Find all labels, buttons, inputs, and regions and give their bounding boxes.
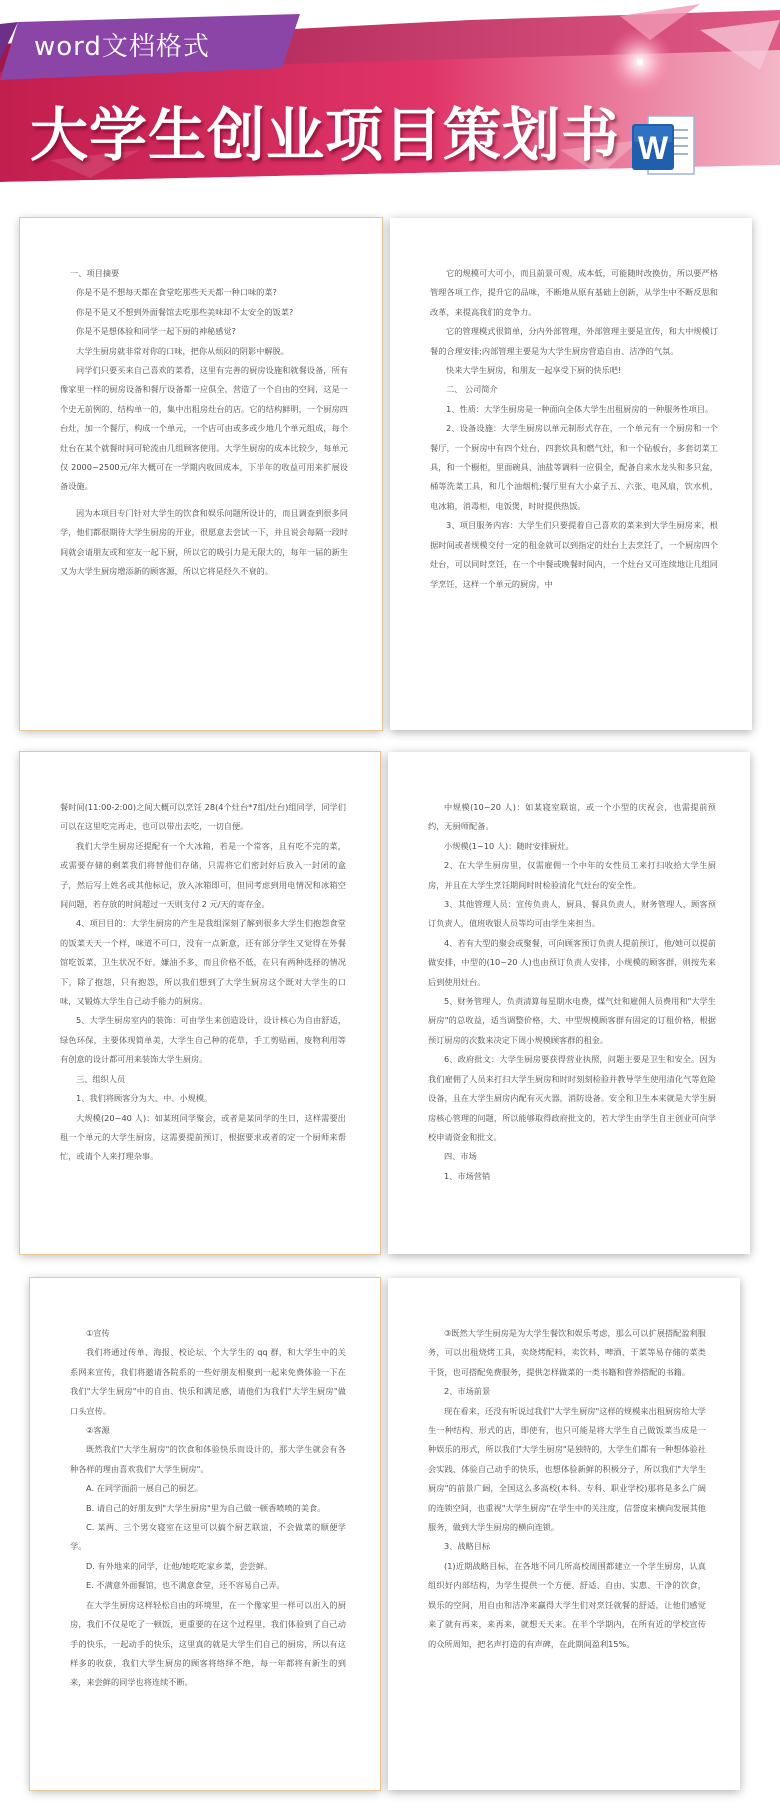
list-item: A. 在同学面前一展自己的厨艺。 [86, 1483, 204, 1494]
paragraph: 在大学生厨房这样轻松自由的环境里，在一个像家里一样可以出入的厨房，我们不仅是吃了一顿饭，更重要的在这个过程里，我们体验到了自己动手的快乐，一起动手的快乐，这里真的就是大学生们自己的厨房，所以有这样多的收获，我们大学生厨房的顾客将络绎不绝，每一年都将有新生的到来，来尝鲜的同学也将连续不断。 [70, 1599, 346, 1688]
banner [0, 0, 780, 200]
paragraph: 我们将通过传单、海报、校论坛、个大学生的 qq 群，和大学生中的关系网来宣传，我们将邀请各院系的一些好朋友相聚到一起来免费体验一下在我们"大学生厨房"中的自由、快乐和满足感，请他们为我们"大学生厨房"做口头宣传。 [70, 1347, 346, 1416]
section-heading: 四、市场 [444, 1151, 477, 1162]
paragraph: 我们大学生厨房还提配有一个大冰箱，若是一个常客，且有吃不完的菜，或需要存储的剩菜我们将替他们存储，只需将它们密封好后放入一封闭的盒子，然后写上姓名或其他标记，放入冰箱即可，但同考虑到用电情况和冰箱空间问题，若存放的时间超过一天则支付 2 元/天的寄存金。 [60, 840, 346, 910]
paragraph: 它的管理模式很简单，分内外部管理，外部管理主要是宣传，和大中规模订餐的合理安排;内部管理主要是为大学生厨房营造自由、洁净的气氛。 [430, 326, 718, 356]
paragraph: (1)近期战略目标，在各地不同几所高校周围都建立一个学生厨房，认真组织好内部结构，为学生提供一个方便、舒适、自由、实惠、干净的饮食，娱乐的空间，用自由和洁净来赢得大学生们对烹饪就餐的舒适，让他们感觉来了就有再来，来再来，就想天天来。在半个学期内，在所有近的学校宣传的众所周知，把名声打造的有声碑，在此期间盈利15%。 [428, 1560, 706, 1649]
paragraph: 2、设备设施：大学生厨房以单元制形式存在，一个单元有一个厨房和一个餐厅，一个厨房中有四个灶台，四套炊具和燃气灶，和一个砧板台，多套切菜工具，和一个橱柜，里面碗具、油盐等调料一应俱全，配备自来水龙头和多只盆，桶等洗菜工具，和几个油烟机;餐厅里有大小桌子五、六张，电风扇，饮水机，电冰箱，消毒柜，电饭煲，时时提供热饭。 [430, 423, 718, 511]
paragraph: 6、政府批文：大学生厨房要获得营业执照，问题主要是卫生和安全。因为我们雇佣了人员来打扫大学生厨房和时时刻刻检验并教导学生使用清化气等危险设备，且在大学生厨房内配有灭火器，消防设备。安全和卫生本来就是大学生厨房核心管理的问题，所以能够取得政府批文的，若大学生由学生自主创业可向学校申请资金和批文。 [428, 1054, 716, 1142]
paragraph: 4、若有大型的聚会或聚餐，可向顾客预订负责人提前预订，他/她可以提前做安排，中型的(10~20 人)也由预订负责人安排，小规模的顾客群，则按先来后到使用灶台。 [428, 937, 716, 987]
paragraph: 5、大学生厨房室内的装饰：可由学生来创造设计，设计核心为自由舒适，绿色环保，主要体现简单美，大学生自己种的花草，手工剪贴画，废物利用等有创意的设计都可用来装饰大学生厨房。 [60, 1015, 346, 1065]
paragraph: ③既然大学生厨房是为大学生餐饮和娱乐考虑，那么可以扩展搭配盈利服务，可以出租烧烤工具，卖烧烤配料，卖饮料、啤酒、干菜等易存储的菜类干货，也可搭配免费服务，提供怎样做菜的一类书籍和营养搭配的书籍。 [428, 1328, 706, 1377]
word-document-icon [628, 110, 700, 182]
paragraph: 大学生厨房就非常对你的口味，把你从烦闷的阴影中解脱。 [76, 345, 289, 356]
subsection-heading: 2、市场前景 [444, 1386, 491, 1397]
subsection-heading: 1、市场营销 [444, 1170, 491, 1181]
paragraph: 1、我们将顾客分为大、中、小规模。 [76, 1093, 213, 1104]
paragraph: 你是不是又不想到外面餐馆去吃那些美味却不太安全的饭菜? [76, 306, 294, 317]
paragraph: 你是不是不想每天都在食堂吃那些天天都一种口味的菜? [76, 287, 277, 298]
paragraph: 中规模(10~20 人)：如某寝室联谊，或一个小型的庆祝会，也需提前预约，无厨师配备。 [428, 802, 716, 832]
page-title: 大学生创业项目策划书 [30, 101, 621, 169]
list-item: B. 请自己的好朋友到"大学生厨房"里为自己做一顿香喷喷的美食。 [86, 1502, 326, 1513]
paragraph: 你是不是想体验和同学一起下厨的神秘感觉? [76, 326, 236, 337]
subsection-heading: 3、战略目标 [444, 1541, 491, 1552]
paragraph: 3、项目服务内容：大学生们只要提着自己喜欢的菜来到大学生厨房来，根据时间或者规模交付一定的租金就可以到指定的灶台上去烹饪了，一个厨房四个灶台，可以同时烹饪，在一个中餐或晚餐时间内，一个灶台又可连续地让几组同学烹饪，这样一个单元的厨房，中 [430, 520, 718, 589]
section-heading: 一、项目摘要 [70, 268, 120, 278]
paragraph: 3、其他管理人员：宣传负责人，厨具、餐具负责人，财务管理人，顾客预订负责人，值班收银人员等均可由学生来担当。 [428, 899, 716, 929]
document-page-5 [30, 1278, 380, 1790]
paragraph: 既然我们"大学生厨房"的饮食和体验快乐而设计的，那大学生就会有各种各样的理由喜欢我们"大学生厨房"。 [70, 1444, 346, 1474]
paragraph: 快来大学生厨房，和朋友一起享受下厨的快乐吧! [446, 365, 622, 376]
document-page-2 [390, 218, 752, 730]
subsection-heading: ②客源 [86, 1425, 110, 1436]
paragraph: 小规模(1~10 人)：随时安排厨灶。 [444, 840, 574, 851]
list-item: C. 某两、三个男女寝室在这里可以搞个厨艺联谊，不会做菜的顺便学学。 [70, 1522, 346, 1552]
paragraph: 4、项目目的：大学生厨房的产生是我组深刻了解到很多大学生们抱怨食堂的饭菜天天一个样，味道不可口，没有一点新意，还有部分学生又觉得在外餐馆吃饭菜，卫生状况不好，嫌油不多，而且价格不低，在只有两种选择的情况下，除了抱怨，只有抱怨，所以我们想到了大学生厨房这个既对大学生的口味，又锻炼大学生自己动手能力的厨房。 [60, 918, 346, 1007]
paragraph: 1、性质：大学生厨房是一种面向全体大学生出租厨房的一种服务性项目。 [446, 403, 714, 414]
section-heading: 三、组织人员 [76, 1073, 126, 1084]
subsection-heading: ①宣传 [86, 1328, 110, 1338]
paragraph: 同学们只要买来自己喜欢的菜肴，这里有完善的厨房设施和就餐设备，所有像家里一样的厨房设备和餐厅设备都一应俱全，营造了一个自由的空间，这是一个史无前例的、结构单一的，集中出租房灶台的店。它的结构鲜明，一个厨房四台灶，加一个餐厅，构成一个单元，一个店可由或多或少地几个单元组成，每个灶台在某个就餐时间可轮流由几组顾客使用。大学生厨房的成本比较少，每单元仅 2000~2500元/年大概可在一学期内收回成本，下半年的收益可用来扩展设备设施。 [60, 365, 348, 492]
section-heading: 二、 公司简介 [446, 384, 498, 395]
word-icon-letter: W [637, 130, 669, 166]
paragraph: 现在看来，还没有听说过我们"大学生厨房"这样的规模来出租厨房给大学生一种结构、形式的店，即使有，也只可能是将大学生自己做饭菜当成是一种娱乐的形式，所以我们"大学生厨房"是独特的，大学生们都有一种想体验社会实践、体验自己动手的快乐，也想体验新鲜的积极分子，所以我们"大学生厨房"的前景广阔，全国这么多高校(本科、专科、职业学校)那将是多么广阔的连锁空间，也重视"大学生厨房"在学生中的关注度，信誉度来横向发展其他服务，做到大学生厨房的横向连锁。 [428, 1405, 706, 1533]
document-page-6 [388, 1278, 740, 1790]
banner-tag: word文档格式 [34, 32, 210, 62]
document-page-3 [20, 752, 380, 1254]
paragraph: 餐时间(11:00-2:00)之间大概可以烹饪 28(4个灶台*7组/灶台)组同学，同学们可以在这里吃完再走，也可以带出去吃，一切自便。 [60, 802, 346, 832]
list-item: D. 有外地来的同学，让他/她吃吃家乡菜，尝尝鲜。 [86, 1560, 273, 1571]
paragraph: 因为本项目专门针对大学生的饮食和娱乐问题所设计的，而且调查到很多同学，他们都很期待大学生厨房的开业，很愿意去尝试一下，并且说会每隔一段时间就会请朋友或和室友一起下厨，所以它的吸引力是无限大的，每年一届的新生又为大学生厨房增添新的顾客源，所以它将是经久不衰的。 [60, 507, 348, 577]
document-page-4 [388, 752, 750, 1254]
paragraph: 2、在大学生厨房里，仅需雇佣一个中年的女性员工来打扫收拾大学生厨房，并且在大学生烹饪期间时时检验清化气灶台的安全性。 [428, 860, 716, 890]
paragraph: 大规模(20~40 人)：如某班同学聚会，或者是某同学的生日，这样需要出租一个单元的大学生厨房，这需要提前预订，根据要求或者的定一个厨师来帮忙，或请个人来打理杂事。 [60, 1112, 346, 1162]
paragraph: 它的规模可大可小，而且前景可观，成本低，可能随时改换仿，所以要严格管理各项工作，提升它的品味，不断地从原有基础上创新，从学生中不断反思和改革，来提高我们的竞争力。 [430, 268, 718, 317]
list-item: E. 不满意外面餐馆，也不满意食堂，还不容易自己弄。 [86, 1580, 285, 1591]
paragraph: 5、财务管理人，负责清算每星期水电费，煤气灶和雇佣人员费用和"大学生厨房"的总收益，适当调整价格，大、中型规模顾客群有固定的订租价格，根据预订厨房的次数来决定下周小规模顾客群的租金。 [428, 996, 716, 1045]
document-page-1 [20, 218, 382, 730]
